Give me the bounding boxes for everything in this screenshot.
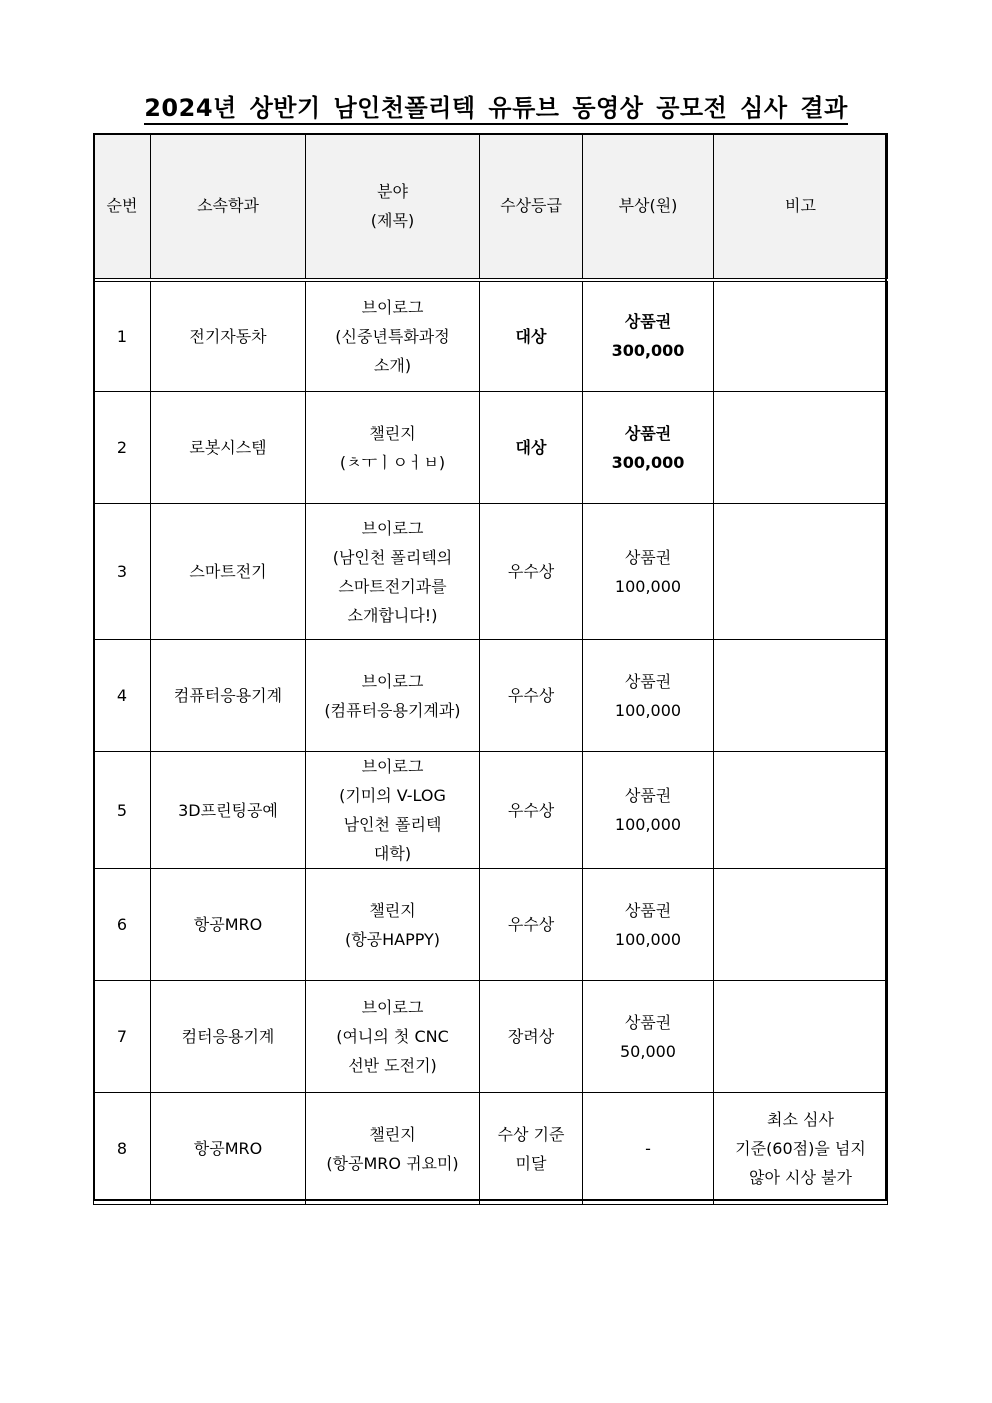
table-row bbox=[94, 504, 888, 640]
award-grade-cell: 우수상 bbox=[480, 752, 583, 869]
row-number-cell: 7 bbox=[94, 981, 151, 1093]
field-title-cell bbox=[306, 504, 480, 640]
award-grade-cell: 우수상 bbox=[480, 640, 583, 752]
note-cell bbox=[714, 504, 888, 640]
prize-cell bbox=[583, 392, 714, 504]
award-grade-cell: 장려상 bbox=[480, 981, 583, 1093]
note-cell bbox=[714, 752, 888, 869]
prize-line: 100,000 bbox=[614, 929, 682, 949]
field-title-cell bbox=[306, 392, 480, 504]
prize-cell bbox=[583, 981, 714, 1093]
table-body bbox=[94, 280, 888, 1205]
row-number-cell: 3 bbox=[94, 504, 151, 640]
prize-line: 상품권 bbox=[624, 312, 672, 332]
header-field-line1: 분야 bbox=[377, 181, 408, 201]
field-title-line: (기미의 V-LOG bbox=[339, 786, 446, 805]
header-field-line2: (제목) bbox=[370, 210, 415, 230]
department-cell: 컴터응용기계 bbox=[151, 981, 306, 1093]
prize-line: 50,000 bbox=[620, 1041, 676, 1061]
page-title bbox=[0, 88, 992, 123]
field-title-line: (남인천 폴리텍의 bbox=[332, 547, 453, 567]
field-title-line: (컴퓨터응용기계과) bbox=[324, 700, 461, 720]
note-cell bbox=[714, 640, 888, 752]
field-title-line: 브이로그 bbox=[361, 297, 424, 317]
department-cell: 3D프린팅공예 bbox=[151, 752, 306, 869]
prize-cell bbox=[583, 504, 714, 640]
field-title-line: 선반 도전기) bbox=[348, 1056, 437, 1075]
field-title-cell bbox=[306, 869, 480, 981]
field-title-line: 챌린지 bbox=[369, 900, 416, 920]
header-field bbox=[306, 134, 480, 280]
header-no: 순번 bbox=[94, 134, 151, 280]
field-title-line: (항공HAPPY) bbox=[344, 929, 441, 949]
award-grade-cell bbox=[480, 1093, 583, 1205]
row-number-cell: 8 bbox=[94, 1093, 151, 1205]
note-cell bbox=[714, 981, 888, 1093]
results-table bbox=[93, 133, 888, 1205]
field-title-line: 브이로그 bbox=[361, 671, 424, 691]
note-line: 않아 시상 불가 bbox=[749, 1168, 852, 1187]
field-title-line: (항공MRO 귀요미) bbox=[326, 1153, 459, 1173]
header-row bbox=[94, 134, 888, 280]
header-prize: 부상(원) bbox=[583, 134, 714, 280]
table-row bbox=[94, 869, 888, 981]
department-cell: 전기자동차 bbox=[151, 280, 306, 392]
award-grade-cell: 우수상 bbox=[480, 869, 583, 981]
award-grade-cell: 우수상 bbox=[480, 504, 583, 640]
prize-cell bbox=[583, 280, 714, 392]
prize-line: 100,000 bbox=[614, 576, 682, 596]
page-title-text: 2024년 상반기 남인천폴리텍 유튜브 동영상 공모전 심사 결과 bbox=[144, 94, 848, 125]
note-cell bbox=[714, 280, 888, 392]
prize-line: 상품권 bbox=[624, 547, 672, 567]
award-grade-line: 수상 기준 bbox=[497, 1124, 565, 1144]
prize-line: 300,000 bbox=[611, 341, 685, 361]
header-note: 비고 bbox=[714, 134, 888, 280]
note-cell bbox=[714, 869, 888, 981]
prize-cell bbox=[583, 1093, 714, 1205]
table-row bbox=[94, 1093, 888, 1205]
table-row bbox=[94, 981, 888, 1093]
field-title-line: (신중년특화과정 bbox=[335, 326, 450, 346]
field-title-line: 소개) bbox=[373, 355, 412, 375]
table-row bbox=[94, 280, 888, 392]
field-title-line: (ㅊㅜㅣㅇㅓㅂ) bbox=[339, 452, 446, 472]
prize-line: 상품권 bbox=[624, 786, 672, 805]
field-title-cell bbox=[306, 981, 480, 1093]
department-cell: 항공MRO bbox=[151, 869, 306, 981]
field-title-line: 스마트전기과를 bbox=[338, 576, 447, 596]
department-cell: 스마트전기 bbox=[151, 504, 306, 640]
header-grade: 수상등급 bbox=[480, 134, 583, 280]
field-title-line: (여니의 첫 CNC bbox=[336, 1027, 449, 1046]
prize-line: 상품권 bbox=[624, 671, 672, 691]
prize-line: 상품권 bbox=[624, 900, 672, 920]
table-row bbox=[94, 392, 888, 504]
row-number-cell: 6 bbox=[94, 869, 151, 981]
prize-line: 상품권 bbox=[624, 423, 672, 443]
note-line: 기준(60점)을 넘지 bbox=[735, 1139, 866, 1158]
department-cell: 로봇시스템 bbox=[151, 392, 306, 504]
award-grade-cell: 대상 bbox=[480, 392, 583, 504]
row-number-cell: 2 bbox=[94, 392, 151, 504]
award-grade-line: 미달 bbox=[515, 1153, 547, 1173]
note-cell bbox=[714, 1093, 888, 1205]
prize-line: 100,000 bbox=[614, 700, 682, 720]
prize-line: 100,000 bbox=[614, 815, 682, 834]
department-cell: 항공MRO bbox=[151, 1093, 306, 1205]
note-line: 최소 심사 bbox=[767, 1110, 834, 1129]
prize-line: - bbox=[645, 1139, 651, 1158]
department-cell: 컴퓨터응용기계 bbox=[151, 640, 306, 752]
field-title-line: 브이로그 bbox=[361, 518, 424, 538]
table-row bbox=[94, 752, 888, 869]
field-title-line: 남인천 폴리텍 bbox=[343, 815, 442, 834]
prize-cell bbox=[583, 752, 714, 869]
field-title-line: 브이로그 bbox=[361, 998, 424, 1017]
row-number-cell: 5 bbox=[94, 752, 151, 869]
award-grade-cell: 대상 bbox=[480, 280, 583, 392]
prize-line: 300,000 bbox=[611, 452, 685, 472]
row-number-cell: 1 bbox=[94, 280, 151, 392]
field-title-line: 챌린지 bbox=[369, 423, 416, 443]
header-dept: 소속학과 bbox=[151, 134, 306, 280]
field-title-line: 챌린지 bbox=[369, 1124, 416, 1144]
field-title-cell bbox=[306, 640, 480, 752]
field-title-cell bbox=[306, 752, 480, 869]
table-row bbox=[94, 640, 888, 752]
field-title-line: 소개합니다!) bbox=[347, 605, 438, 625]
note-cell bbox=[714, 392, 888, 504]
field-title-cell bbox=[306, 1093, 480, 1205]
field-title-line: 브이로그 bbox=[361, 757, 424, 776]
prize-cell bbox=[583, 640, 714, 752]
field-title-cell bbox=[306, 280, 480, 392]
prize-cell bbox=[583, 869, 714, 981]
prize-line: 상품권 bbox=[624, 1012, 672, 1032]
field-title-line: 대학) bbox=[373, 844, 412, 863]
row-number-cell: 4 bbox=[94, 640, 151, 752]
